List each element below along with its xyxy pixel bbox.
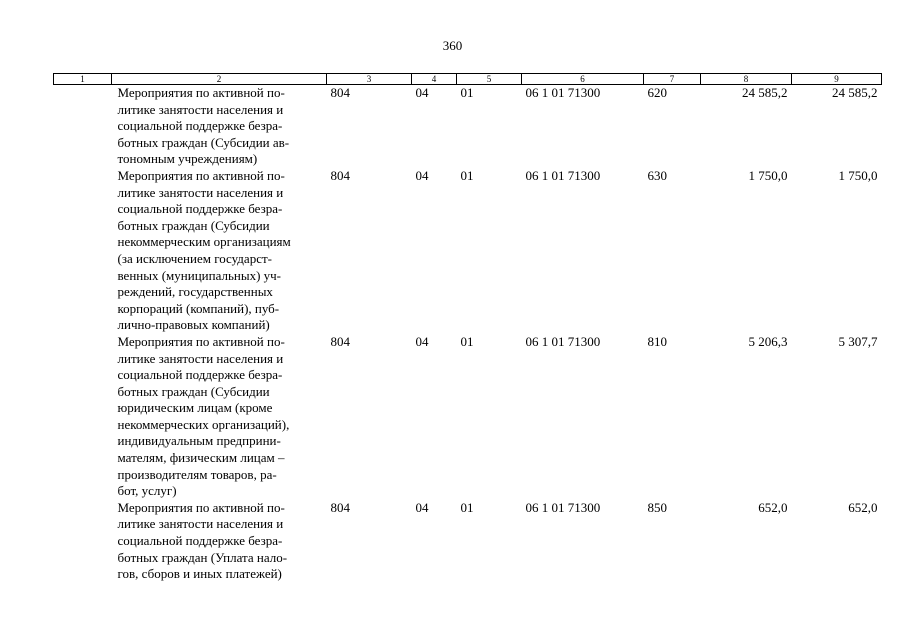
cell-number <box>54 85 112 168</box>
cell-name-line: индивидуальным предприни- <box>117 433 281 449</box>
cell-number <box>54 168 112 334</box>
column-header-5: 5 <box>457 74 522 85</box>
table-row <box>54 500 882 583</box>
column-header-3: 3 <box>327 74 412 85</box>
cell-subsection: 01 <box>460 85 474 100</box>
column-header-9: 9 <box>792 74 882 85</box>
cell-name-line: (за исключением государст- <box>117 250 272 266</box>
cell-expense-type: 620 <box>647 85 667 100</box>
cell-name-line: лично-правовых компаний) <box>117 317 270 333</box>
cell-name <box>112 500 327 583</box>
cell-number <box>54 334 112 500</box>
cell-name-line: социальной поддержке безра- <box>117 533 283 549</box>
cell-amount-first: 652,0 <box>758 499 788 515</box>
cell-expense-type: 810 <box>647 333 667 349</box>
cell-section: 04 <box>415 499 429 515</box>
cell-name-line: литике занятости населения и <box>117 516 284 532</box>
cell-subsection: 01 <box>460 499 474 515</box>
column-header-7: 7 <box>644 74 701 85</box>
cell-ministry-code: 804 <box>330 499 350 515</box>
cell-name-line: ботных граждан (Уплата нало- <box>117 549 288 565</box>
cell-name-line: производителям товаров, ра- <box>117 466 277 482</box>
cell-ministry-code: 804 <box>330 333 350 349</box>
cell-name-line: ботных граждан (Субсидии <box>117 217 270 233</box>
column-header-2: 2 <box>112 74 327 85</box>
cell-name-line: социальной поддержке безра- <box>117 118 283 134</box>
table-body <box>54 85 882 583</box>
cell-name-line: юридическим лицам (кроме <box>117 400 273 416</box>
cell-section: 04 <box>415 85 429 100</box>
header-row <box>54 74 882 85</box>
cell-name-line: литике занятости населения и <box>117 350 284 366</box>
table-row <box>54 85 882 168</box>
cell-amount-first: 24 585,2 <box>742 85 788 100</box>
cell-name-line: Мероприятия по активной по- <box>117 333 285 349</box>
cell-name-line: Мероприятия по активной по- <box>117 85 285 100</box>
cell-ministry-code: 804 <box>330 85 350 100</box>
page-number: 360 <box>442 38 463 53</box>
cell-subsection: 01 <box>460 167 474 183</box>
cell-name-line: ботных граждан (Субсидии <box>117 383 270 399</box>
cell-name-line: гов, сборов и иных платежей) <box>117 566 282 582</box>
cell-name-line: реждений, государственных <box>117 284 273 300</box>
cell-target-article: 06 1 01 71300 <box>525 167 601 183</box>
cell-amount-second: 5 307,7 <box>838 333 878 349</box>
cell-name-line: литике занятости населения и <box>117 184 284 200</box>
cell-ministry-code: 804 <box>330 167 350 183</box>
cell-section: 04 <box>415 167 429 183</box>
cell-name <box>112 334 327 500</box>
cell-name-line: социальной поддержке безра- <box>117 367 283 383</box>
budget-table <box>53 73 882 583</box>
cell-target-article: 06 1 01 71300 <box>525 85 601 100</box>
cell-name <box>112 85 327 168</box>
cell-expense-type: 850 <box>647 499 667 515</box>
cell-amount-second: 1 750,0 <box>838 167 878 183</box>
cell-name-line: мателям, физическим лицам – <box>117 450 285 466</box>
cell-name-line: социальной поддержке безра- <box>117 201 283 217</box>
cell-number <box>54 500 112 583</box>
cell-target-article: 06 1 01 71300 <box>525 333 601 349</box>
cell-amount-second: 652,0 <box>848 499 878 515</box>
column-header-6: 6 <box>522 74 644 85</box>
cell-name-line: некоммерческих организаций), <box>117 416 290 432</box>
cell-name <box>112 168 327 334</box>
cell-name-line: некоммерческим организациям <box>117 234 291 250</box>
table-row <box>54 168 882 334</box>
cell-name-line: Мероприятия по активной по- <box>117 499 285 515</box>
cell-expense-type: 630 <box>647 167 667 183</box>
cell-target-article: 06 1 01 71300 <box>525 499 601 515</box>
table-row <box>54 334 882 500</box>
cell-name-line: Мероприятия по активной по- <box>117 167 285 183</box>
cell-name-line: тономным учреждениям) <box>117 151 258 167</box>
column-header-8: 8 <box>701 74 792 85</box>
cell-section: 04 <box>415 333 429 349</box>
cell-amount-first: 1 750,0 <box>748 167 788 183</box>
cell-name-line: литике занятости населения и <box>117 101 284 117</box>
cell-name-line: ботных граждан (Субсидии ав- <box>117 134 290 150</box>
column-header-1: 1 <box>54 74 112 85</box>
cell-amount-first: 5 206,3 <box>748 333 788 349</box>
cell-amount-second: 24 585,2 <box>832 85 878 100</box>
cell-name-line: корпораций (компаний), пуб- <box>117 300 280 316</box>
cell-name-line: венных (муниципальных) уч- <box>117 267 282 283</box>
cell-name-line: бот, услуг) <box>117 483 177 499</box>
column-header-4: 4 <box>412 74 457 85</box>
cell-subsection: 01 <box>460 333 474 349</box>
table-header <box>54 74 882 85</box>
